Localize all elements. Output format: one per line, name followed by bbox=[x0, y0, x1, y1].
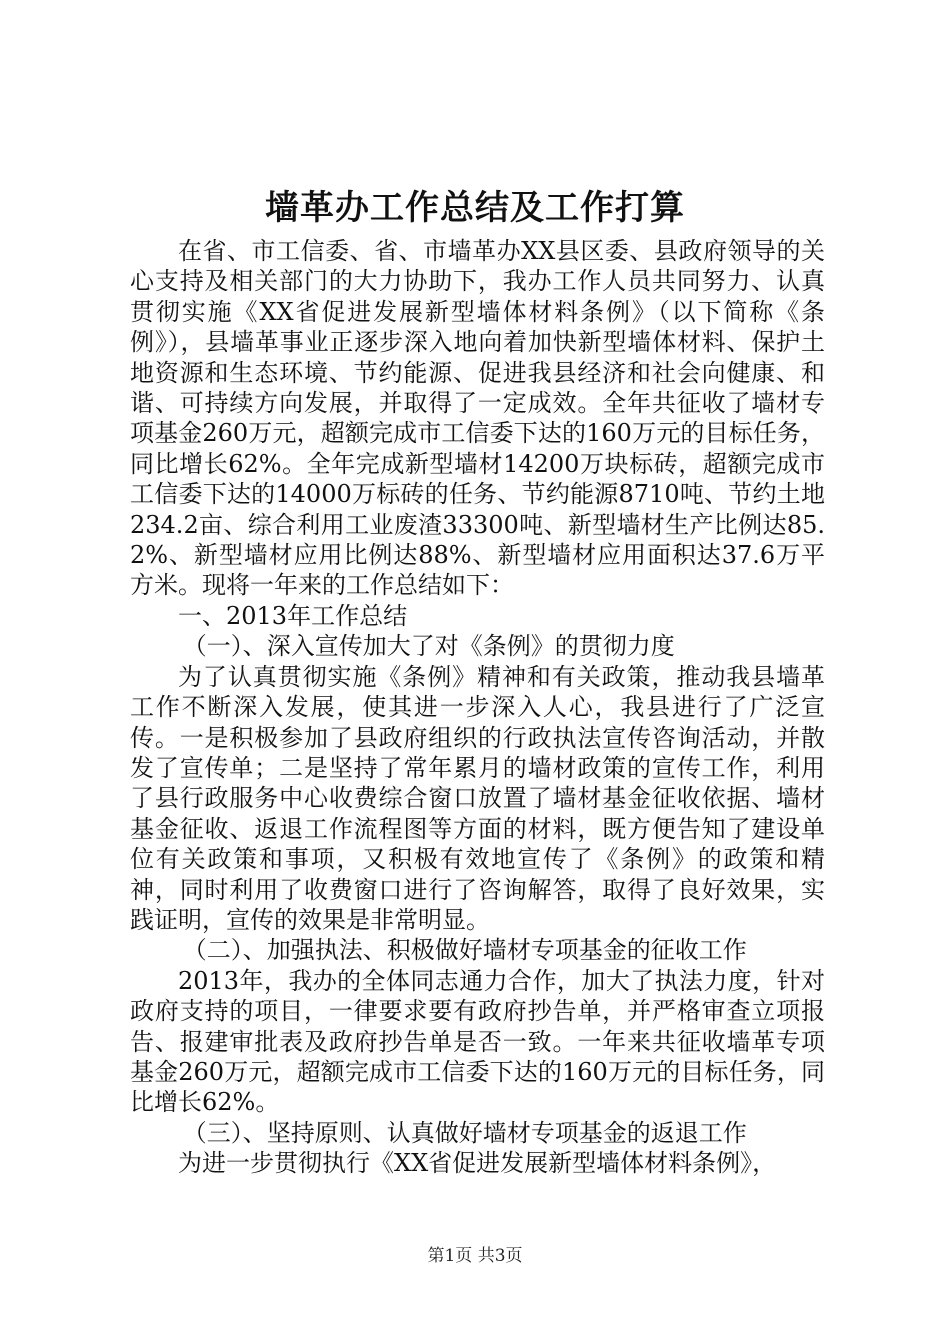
document-title: 墙革办工作总结及工作打算 bbox=[265, 188, 685, 228]
paragraph-refund: 为进一步贯彻执行《XX省促进发展新型墙体材料条例》， bbox=[178, 1149, 777, 1178]
paragraph-collection: 2013年，我办的全体同志通力合作，加大了执法力度，针对政府支持的项目，一律要求要有政府抄告单，并严格审查立项报告、报建审批表及政府抄告单是否一致。一年来共征收墙革专项基金260万元，超额完成市工信委下达的160万元的目标任务，同比增长62%。 bbox=[130, 966, 825, 1117]
paragraph-intro: 在省、市工信委、省、市墙革办XX县区委、县政府领导的关心支持及相关部门的大力协助下，我办工作人员共同努力、认真贯彻实施《XX省促进发展新型墙体材料条例》（以下简称《条例》），县墙革事业正逐步深入地向着加快新型墙体材料、保护土地资源和生态环境、节约能源、促进我县经济和社会向健康、和谐、可持续方向发展，并取得了一定成效。全年共征收了墙材专项基金260万元，超额完成市工信委下达的160万元的目标任务，同比增长62%。全年完成新型墙材14200万块标砖，超额完成市工信委下达的14000万标砖的任务、节约能源8710吨、节约土地234.2亩、综合利用工业废渣33300吨、新型墙材生产比例达85.2%、新型墙材应用比例达88%、新型墙材应用面积达37.6万平方米。现将一年来的工作总结如下： bbox=[130, 237, 825, 600]
page-footer: 第1页 共3页 bbox=[427, 1246, 523, 1266]
subsection-heading-1: （一）、深入宣传加大了对《条例》的贯彻力度 bbox=[182, 632, 675, 661]
document-body bbox=[130, 236, 825, 1179]
subsection-heading-2: （二）、加强执法、积极做好墙材专项基金的征收工作 bbox=[182, 936, 747, 965]
section-heading-1: 一、2013年工作总结 bbox=[178, 601, 408, 630]
subsection-heading-3: （三）、坚持原则、认真做好墙材专项基金的返退工作 bbox=[182, 1118, 747, 1147]
paragraph-publicity: 为了认真贯彻实施《条例》精神和有关政策，推动我县墙革工作不断深入发展，使其进一步深入人心，我县进行了广泛宣传。一是积极参加了县政府组织的行政执法宣传咨询活动，并散发了宣传单；二是坚持了常年累月的墙材政策的宣传工作，利用了县行政服务中心收费综合窗口放置了墙材基金征收依据、墙材基金征收、返退工作流程图等方面的材料，既方便告知了建设单位有关政策和事项，又积极有效地宣传了《条例》的政策和精神，同时利用了收费窗口进行了咨询解答，取得了良好效果，实践证明，宣传的效果是非常明显。 bbox=[130, 662, 825, 934]
